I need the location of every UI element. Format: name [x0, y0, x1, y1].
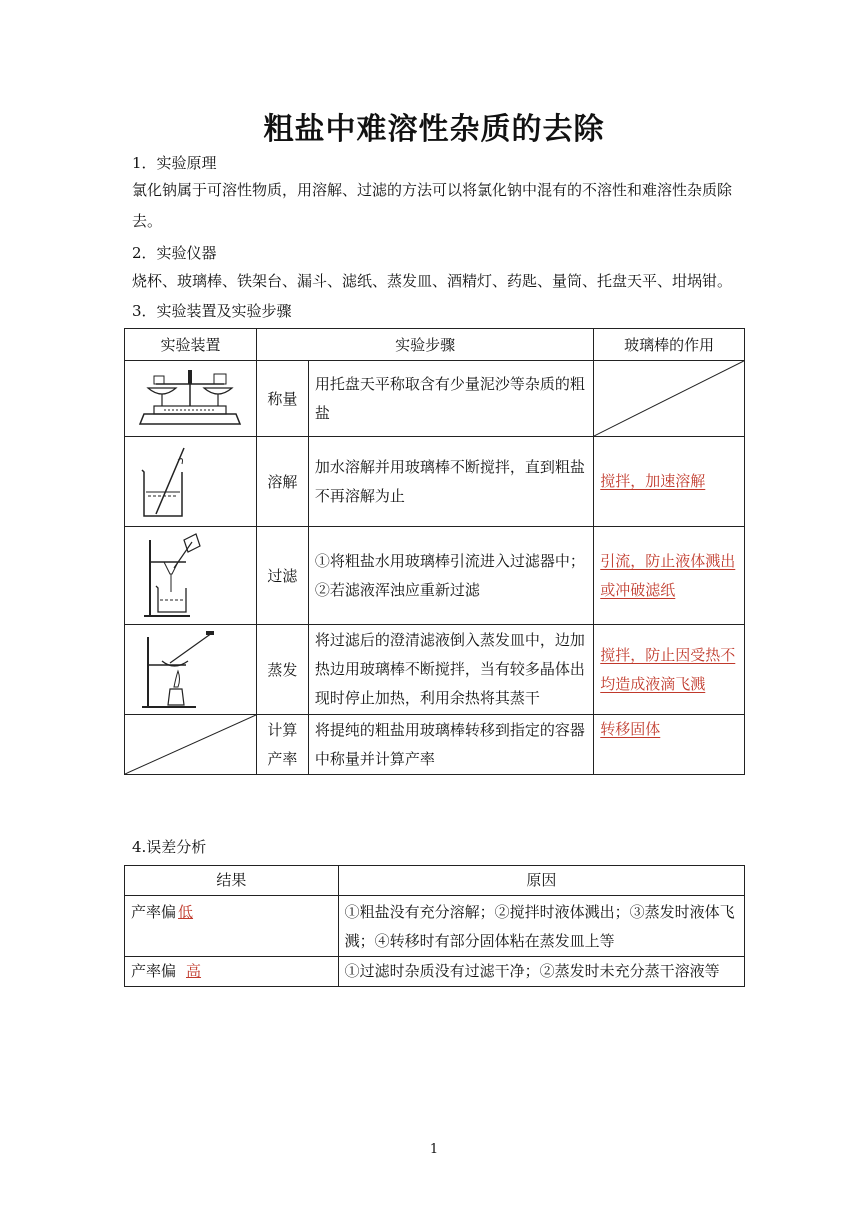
- desc-dissolve: 加水溶解并用玻璃棒不断搅拌，直到粗盐不再溶解为止: [308, 437, 593, 527]
- section3-heading: 3．实验装置及实验步骤: [132, 302, 292, 320]
- balance-icon: [125, 361, 257, 437]
- section2-text: 烧杯、玻璃棒、铁架台、漏斗、滤纸、蒸发皿、酒精灯、药匙、量筒、托盘天平、坩埚钳。: [132, 272, 733, 290]
- role-dissolve: 搅拌，加速溶解: [600, 472, 706, 490]
- result-prefix-low: 产率偏: [131, 903, 177, 921]
- table-row: [125, 715, 745, 775]
- page-title: 粗盐中难溶性杂质的去除: [263, 112, 605, 147]
- result-prefix-high: 产率偏: [131, 962, 177, 980]
- reason-high: ①过滤时杂质没有过滤干净；②蒸发时未充分蒸干溶液等: [338, 957, 744, 987]
- procedure-header-row: [125, 329, 745, 361]
- step-filter: 过滤: [256, 527, 308, 625]
- desc-filter: ①将粗盐水用玻璃棒引流进入过滤器中；②若滤液浑浊应重新过滤: [308, 527, 593, 625]
- section1-text: 氯化钠属于可溶性物质，用溶解、过滤的方法可以将氯化钠中混有的不溶性和难溶性杂质除去。: [132, 181, 733, 230]
- header-steps: 实验步骤: [256, 329, 593, 361]
- result-answer-high: 高: [186, 962, 202, 980]
- page-number: 1: [429, 1142, 439, 1157]
- table-row: [125, 437, 745, 527]
- desc-evaporate: 将过滤后的澄清滤液倒入蒸发皿中，边加热边用玻璃棒不断搅拌，当有较多晶体出现时停止加热，利用余热将其蒸干: [308, 625, 593, 715]
- step-dissolve: 溶解: [256, 437, 308, 527]
- result-answer-low: 低: [178, 903, 194, 921]
- table-row: [125, 625, 745, 715]
- desc-yield: 将提纯的粗盐用玻璃棒转移到指定的容器中称量并计算产率: [308, 715, 593, 775]
- header-result: 结果: [125, 866, 339, 896]
- table-row: [125, 957, 745, 987]
- step-yield: 计算产率: [256, 715, 308, 775]
- role-weigh-empty: [594, 361, 745, 437]
- section4-heading: 4.误差分析: [132, 838, 207, 856]
- reason-low: ①粗盐没有充分溶解；②搅拌时液体溅出；③蒸发时液体飞溅；④转移时有部分固体粘在蒸发皿上等: [338, 896, 744, 957]
- apparatus-yield-empty: [125, 715, 257, 775]
- role-filter: 引流，防止液体溅出或冲破滤纸: [600, 551, 736, 599]
- error-analysis-table: [124, 865, 745, 987]
- desc-weigh: 用托盘天平称取含有少量泥沙等杂质的粗盐: [308, 361, 593, 437]
- table-row: [125, 896, 745, 957]
- error-header-row: [125, 866, 745, 896]
- step-evaporate: 蒸发: [256, 625, 308, 715]
- filtration-apparatus-icon: [125, 527, 257, 625]
- header-apparatus: 实验装置: [125, 329, 257, 361]
- section2-heading: 2．实验仪器: [132, 244, 217, 262]
- header-rod-role: 玻璃棒的作用: [594, 329, 745, 361]
- table-row: [125, 361, 745, 437]
- role-yield: 转移固体: [600, 720, 661, 738]
- step-weigh: 称量: [256, 361, 308, 437]
- header-reason: 原因: [338, 866, 744, 896]
- beaker-stirring-icon: [125, 437, 257, 527]
- procedure-table: [124, 328, 745, 775]
- section1-heading: 1．实验原理: [132, 154, 217, 172]
- table-row: [125, 527, 745, 625]
- role-evaporate: 搅拌，防止因受热不均造成液滴飞溅: [600, 645, 736, 693]
- evaporation-apparatus-icon: [125, 625, 257, 715]
